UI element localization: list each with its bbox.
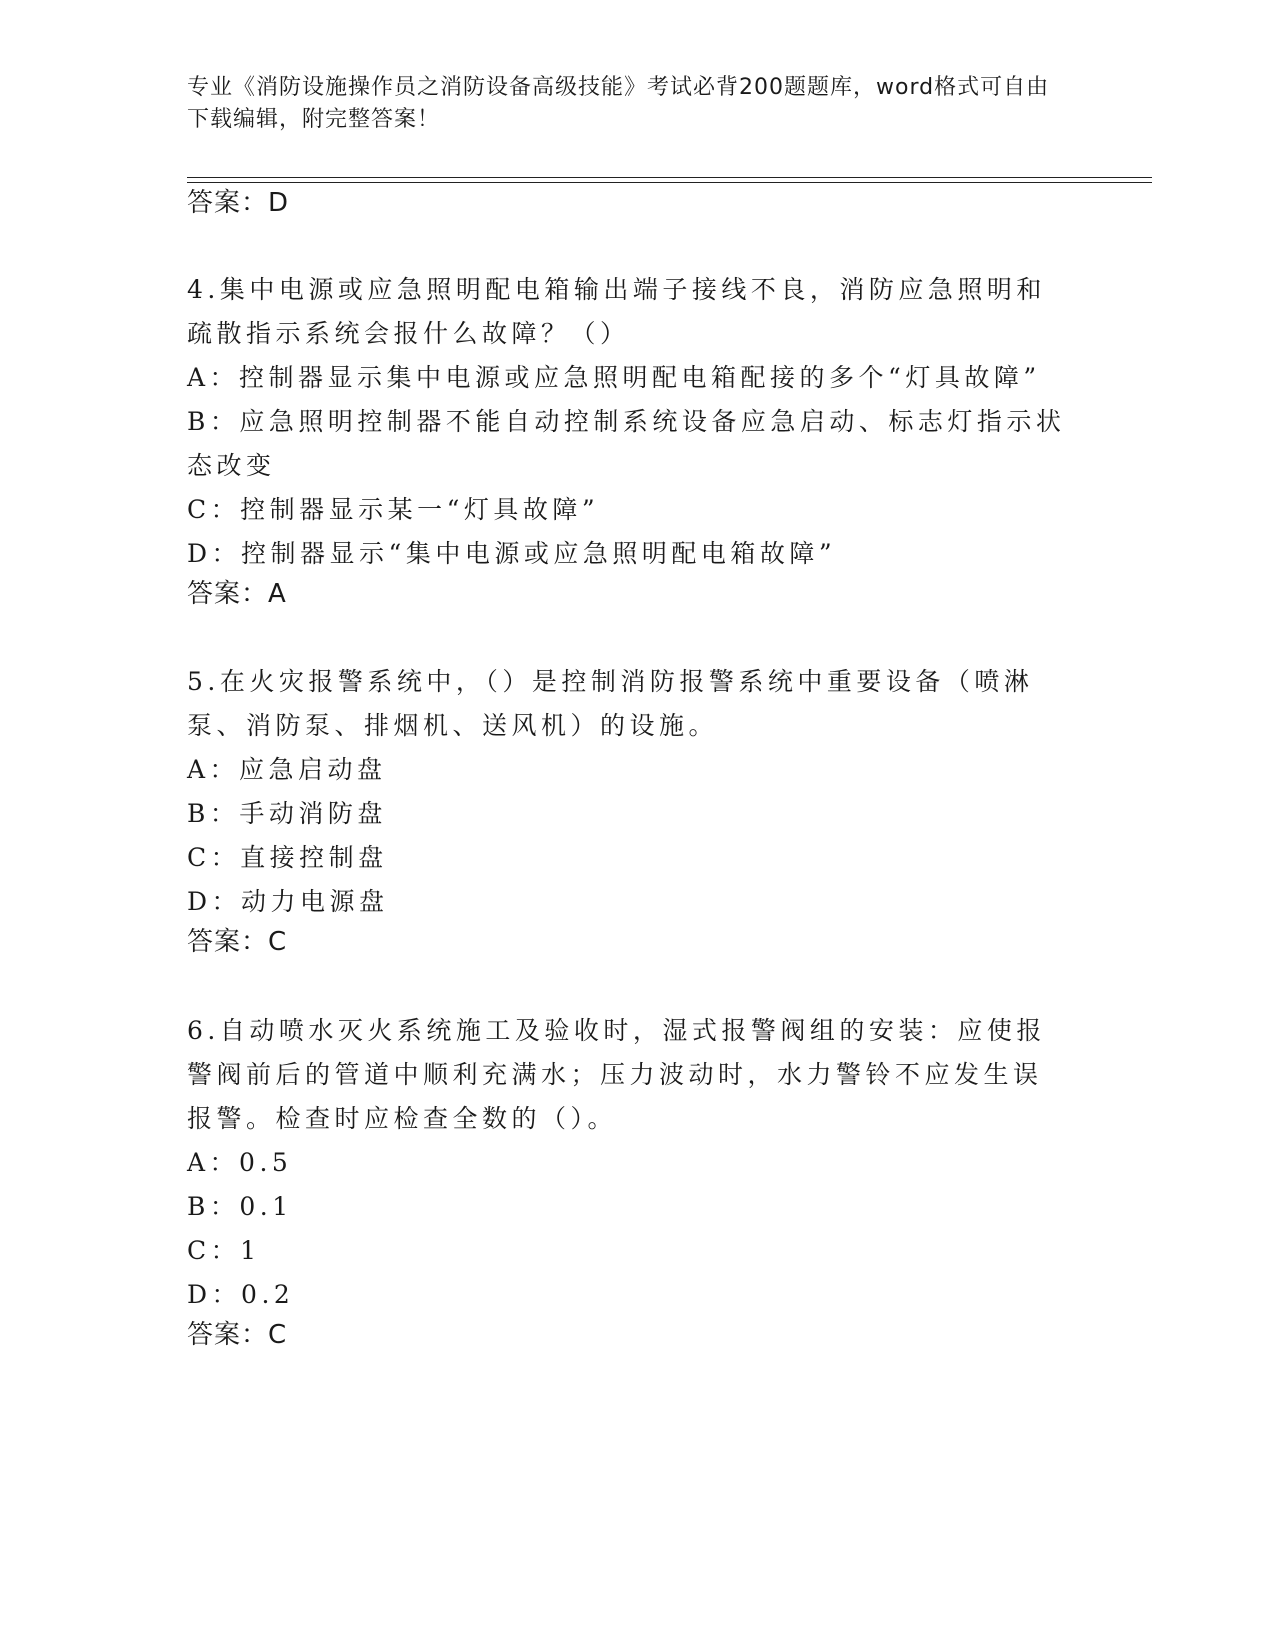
header-title: 专业《消防设施操作员之消防设备高级技能》考试必背200题题库，word格式可自由下载编辑，附完整答案！ [187, 75, 1050, 132]
page-header [187, 72, 1067, 136]
header-divider-top [187, 177, 1152, 178]
question-6-option-c: C：1 [187, 1236, 261, 1265]
question-6-option-d: D：0.2 [187, 1280, 295, 1309]
question-6-option-a: A：0.5 [187, 1148, 293, 1177]
answer-q4: 答案：A [187, 579, 287, 609]
question-5-option-d: D：动力电源盘 [187, 887, 389, 916]
question-5-option-c: C：直接控制盘 [187, 843, 388, 872]
answer-q3: 答案：D [187, 188, 290, 218]
question-6-option-b: B：0.1 [187, 1192, 293, 1221]
question-5-option-a: A：应急启动盘 [187, 755, 387, 784]
question-4-option-c: C：控制器显示某一“灯具故障” [187, 495, 600, 524]
question-5-stem: 5.在火灾报警系统中，（）是控制消防报警系统中重要设备（喷淋泵、消防泵、排烟机、送风机）的设施。 [187, 667, 1034, 740]
question-4-option-b: B：应急照明控制器不能自动控制系统设备应急启动、标志灯指示状态改变 [187, 407, 1066, 480]
question-6-stem: 6.自动喷水灭火系统施工及验收时，湿式报警阀组的安装：应使报警阀前后的管道中顺利充满水；压力波动时，水力警铃不应发生误报警。检查时应检查全数的（）。 [187, 1016, 1046, 1133]
question-4-stem: 4.集中电源或应急照明配电箱输出端子接线不良，消防应急照明和疏散指示系统会报什么故障？（） [187, 275, 1046, 348]
header-divider-bottom [187, 182, 1152, 183]
question-5-option-b: B：手动消防盘 [187, 799, 387, 828]
question-4-option-d: D：控制器显示“集中电源或应急照明配电箱故障” [187, 539, 837, 568]
question-4-option-a: A：控制器显示集中电源或应急照明配电箱配接的多个“灯具故障” [187, 363, 1041, 392]
answer-q6: 答案：C [187, 1320, 288, 1350]
answer-q5: 答案：C [187, 927, 288, 957]
